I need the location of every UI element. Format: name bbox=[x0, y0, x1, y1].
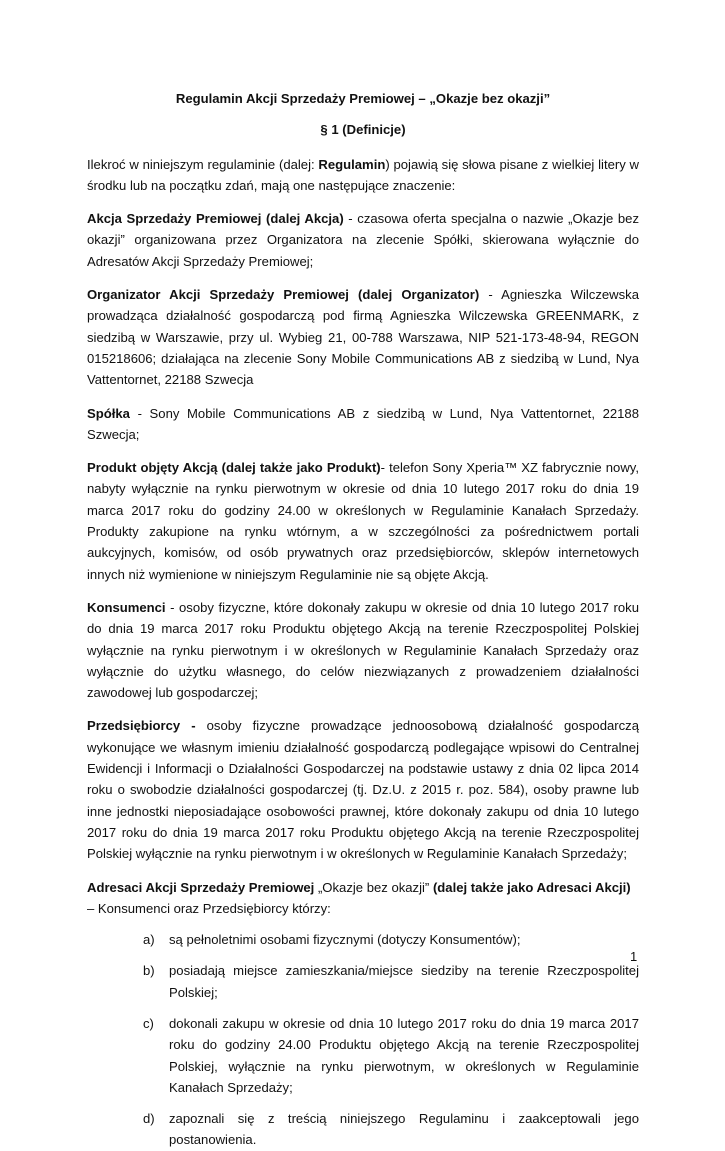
adresaci-text-2: – Konsumenci oraz Przedsiębiorcy którzy: bbox=[87, 900, 331, 916]
intro-paragraph bbox=[87, 154, 639, 197]
list-item-text: dokonali zakupu w okresie od dnia 10 lutego 2017 roku do dnia 19 marca 2017 roku do godziny 24.00 Produktu objętego Akcją na terenie Rzeczpospolitej Polskiej, wyłącznie na rynku pierwotnym, w określonych w Regulaminie Kanałach Sprzedaży; bbox=[169, 1015, 639, 1095]
definition-term: Konsumenci bbox=[87, 599, 166, 615]
definition-term: Akcja Sprzedaży Premiowej (dalej Akcja) bbox=[87, 211, 344, 227]
intro-text-1: Ilekroć w niniejszym regulaminie (dalej: bbox=[87, 156, 319, 172]
adresaci-term: Adresaci Akcji Sprzedaży Premiowej bbox=[87, 879, 315, 895]
definition-text: - czasowa oferta specjalna o nazwie „Okazje bez okazji” organizowana przez Organizatora na zlecenie Spółki, skierowana wyłącznie do Adresatów Akcji Sprzedaży Premiowej; bbox=[87, 211, 639, 269]
list-item bbox=[87, 1013, 639, 1098]
definition-text: - osoby fizyczne, które dokonały zakupu w okresie od dnia 10 lutego 2017 roku do dnia 19 marca 2017 roku Produktu objętego Akcją na terenie Rzeczpospolitej Polskiej wyłącznie na rynku pierwotnym i w określonych w Regulaminie Kanałach Sprzedaży oraz wyłącznie do użytku własnego, do celów niezwiązanych z prowadzeniem działalności zawodowej lub gospodarczej; bbox=[87, 599, 639, 701]
document-page bbox=[87, 88, 639, 1151]
list-item bbox=[87, 960, 639, 1003]
definition-paragraph bbox=[87, 284, 639, 390]
intro-term: Regulamin bbox=[318, 156, 386, 172]
list-marker: b) bbox=[143, 963, 155, 979]
list-marker: d) bbox=[143, 1111, 155, 1127]
definition-paragraph bbox=[87, 715, 639, 864]
definition-paragraph bbox=[87, 597, 639, 703]
definition-text: osoby fizyczne prowadzące jednoosobową działalność gospodarczą wykonujące we własnym imieniu działalność gospodarczą podlegające wpisowi do Centralnej Ewidencji i Informacji o Działalności Gospodarczej na podstawie ustawy z dnia 02 lipca 2014 roku o swobodzie działalności gospodarczej (tj. Dz.U. z 2015 r. poz. 584), osoby prawne lub inne jednostki nieposiadające osobowości prawnej, które dokonały zakupu od dnia 10 lutego 2017 roku do dnia 19 marca 2017 roku Produktu objętego Akcją na terenie Rzeczpospolitej Polskiej wyłącznie na rynku pierwotnym i w określonych w Regulaminie Kanałach Sprzedaży; bbox=[87, 718, 639, 862]
adresaci-term-2: (dalej także jako Adresaci Akcji) bbox=[432, 879, 631, 895]
adresaci-text-1: „Okazje bez okazji” bbox=[314, 879, 433, 895]
section-heading: § 1 (Definicje) bbox=[320, 122, 406, 138]
list-marker: a) bbox=[143, 932, 155, 948]
definition-term: Przedsiębiorcy - bbox=[87, 718, 196, 734]
conditions-list bbox=[87, 929, 639, 1151]
list-item-text: są pełnoletnimi osobami fizycznymi (dotyczy Konsumentów); bbox=[169, 932, 521, 948]
definition-text: - telefon Sony Xperia™ XZ fabrycznie nowy, nabyty wyłącznie na rynku pierwotnym w okresie od dnia 10 lutego 2017 roku do dnia 19 marca 2017 roku do godziny 24.00 w określonych w Regulaminie Kanałach Sprzedaży. Produkty zakupione na rynku wtórnym, a w szczególności za pośrednictwem portali aukcyjnych, komisów, od osób prywatnych oraz przedsiębiorców, sklepów internetowych innych niż wymienione w niniejszym Regulaminie nie są objęte Akcją. bbox=[87, 460, 639, 582]
list-marker: c) bbox=[143, 1015, 154, 1031]
definition-text: - Agnieszka Wilczewska prowadząca działalność gospodarczą pod firmą Agnieszka Wilczewska GREENMARK, z siedzibą w Warszawie, przy ul. Wybieg 21, 00-788 Warszawa, NIP 521-173-48-94, REGON 015218606; działająca na zlecenie Sony Mobile Communications AB z siedzibą w Lund, Nya Vattentornet, 22188 Szwecja bbox=[87, 287, 639, 388]
document-title: Regulamin Akcji Sprzedaży Premiowej – „Okazje bez okazji” bbox=[175, 91, 551, 106]
definition-paragraph bbox=[87, 208, 639, 272]
intro-text-2: ) pojawią się słowa pisane z wielkiej litery w środku lub na początku zdań, mają one następujące znaczenie: bbox=[87, 156, 640, 193]
list-item bbox=[87, 929, 639, 950]
definition-paragraph bbox=[87, 457, 639, 585]
definition-term: Spółka bbox=[87, 405, 130, 421]
list-item bbox=[87, 1108, 639, 1151]
definition-paragraph bbox=[87, 403, 639, 446]
list-item-text: zapoznali się z treścią niniejszego Regulaminu i zaakceptowali jego postanowienia. bbox=[169, 1111, 639, 1148]
definition-term: Organizator Akcji Sprzedaży Premiowej (dalej Organizator) bbox=[87, 287, 480, 303]
definition-term: Produkt objęty Akcją (dalej także jako Produkt) bbox=[87, 460, 381, 476]
page-number: 1 bbox=[630, 949, 638, 964]
list-item-text: posiadają miejsce zamieszkania/miejsce siedziby na terenie Rzeczpospolitej Polskiej; bbox=[169, 963, 639, 1000]
definition-text: - Sony Mobile Communications AB z siedzibą w Lund, Nya Vattentornet, 22188 Szwecja; bbox=[87, 405, 639, 442]
adresaci-paragraph bbox=[87, 877, 639, 920]
